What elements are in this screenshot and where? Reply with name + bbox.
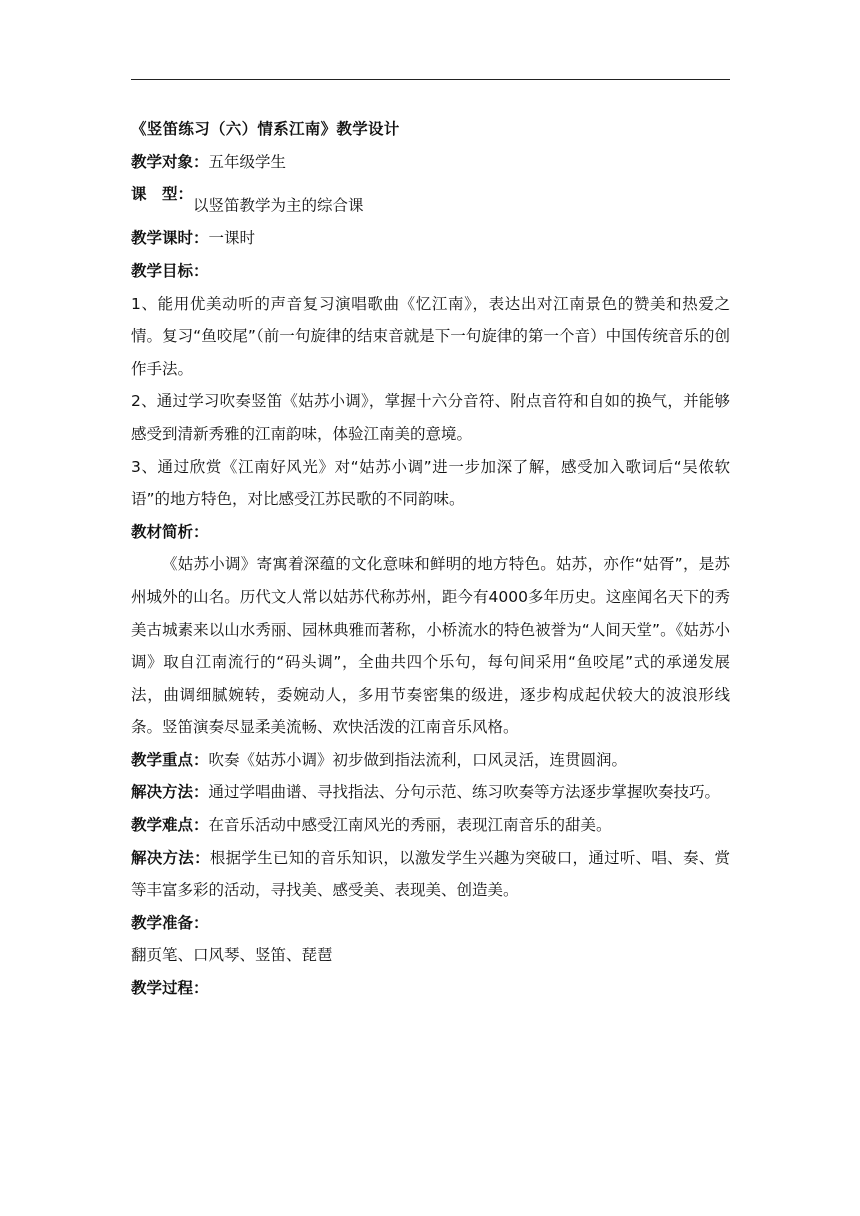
lesson-type xyxy=(131,178,730,222)
goal-item: 3、通过欣赏《江南好风光》对“姑苏小调”进一步加深了解，感受加入歌词后“吴侬软语”的地方特色，对比感受江苏民歌的不同韵味。 xyxy=(131,457,730,509)
teaching-object-value: 五年级学生 xyxy=(208,152,287,171)
solution-two xyxy=(131,842,730,907)
teaching-hours-value: 一课时 xyxy=(208,229,256,248)
teaching-hours-label: 教学课时： xyxy=(131,229,209,248)
key-point xyxy=(131,744,730,777)
process-heading: 教学过程： xyxy=(131,979,209,998)
preparation-heading: 教学准备： xyxy=(131,913,209,932)
lesson-type-label-b: 型： xyxy=(161,185,193,204)
document-title: 《竖笛练习（六）情系江南》教学设计 xyxy=(131,120,400,138)
analysis-text: 《姑苏小调》寄寓着深蕴的文化意味和鲜明的地方特色。姑苏，亦作“姑胥”，是苏州城外的山名。历代文人常以姑苏代称苏州，距今有4000多年历史。这座闻名天下的秀美古城素来以山水秀丽、园林典雅而著称，小桥流水的特色被誉为“人间天堂”。《姑苏小调》取自江南流行的“码头调”，全曲共四个乐句，每句间采用“鱼咬尾”式的承递发展法，曲调细腻婉转，委婉动人，多用节奏密集的级进，逐步构成起伏较大的波浪形线条。竖笛演奏尽显柔美流畅、欢快活泼的江南音乐风格。 xyxy=(131,555,730,737)
difficulty-value: 在音乐活动中感受江南风光的秀丽，表现江南音乐的甜美。 xyxy=(208,816,612,835)
analysis-heading: 教材简析： xyxy=(131,522,209,541)
teaching-object-label: 教学对象： xyxy=(131,152,209,171)
key-point-value: 吹奏《姑苏小调》初步做到指法流利，口风灵活，连贯圆润。 xyxy=(208,750,628,769)
solution-two-value: 根据学生已知的音乐知识，以激发学生兴趣为突破口，通过听、唱、奏、赏等丰富多彩的活动，寻找美、感受美、表现美、创造美。 xyxy=(131,848,730,900)
lesson-type-value: 以竖笛教学为主的综合课 xyxy=(193,196,364,215)
goal-item: 2、通过学习吹奏竖笛《姑苏小调》，掌握十六分音符、附点音符和自如的换气，并能够感受到清新秀雅的江南韵味，体验江南美的意境。 xyxy=(131,392,730,443)
goal-item: 1、能用优美动听的声音复习演唱歌曲《忆江南》，表达出对江南景色的赞美和热爱之情。复习“鱼咬尾”（前一句旋律的结束音就是下一句旋律的第一个音）中国传统音乐的创作手法。 xyxy=(131,294,730,378)
lesson-type-label-a: 课 xyxy=(131,185,147,204)
preparation-text: 翻页笔、口风琴、竖笛、琵琶 xyxy=(131,946,333,965)
document-body xyxy=(131,113,730,1005)
difficulty-label: 教学难点： xyxy=(131,816,209,835)
solution-one-label: 解决方法： xyxy=(131,783,209,802)
header-rule xyxy=(131,79,730,80)
solution-two-label: 解决方法： xyxy=(131,848,210,867)
solution-one xyxy=(131,776,730,809)
teaching-object xyxy=(131,146,730,179)
goals-heading: 教学目标： xyxy=(131,261,209,280)
difficulty xyxy=(131,809,730,842)
teaching-hours xyxy=(131,222,730,255)
key-point-label: 教学重点： xyxy=(131,750,209,769)
solution-one-value: 通过学唱曲谱、寻找指法、分句示范、练习吹奏等方法逐步掌握吹奏技巧。 xyxy=(208,783,721,802)
lesson-type-label xyxy=(131,178,193,211)
